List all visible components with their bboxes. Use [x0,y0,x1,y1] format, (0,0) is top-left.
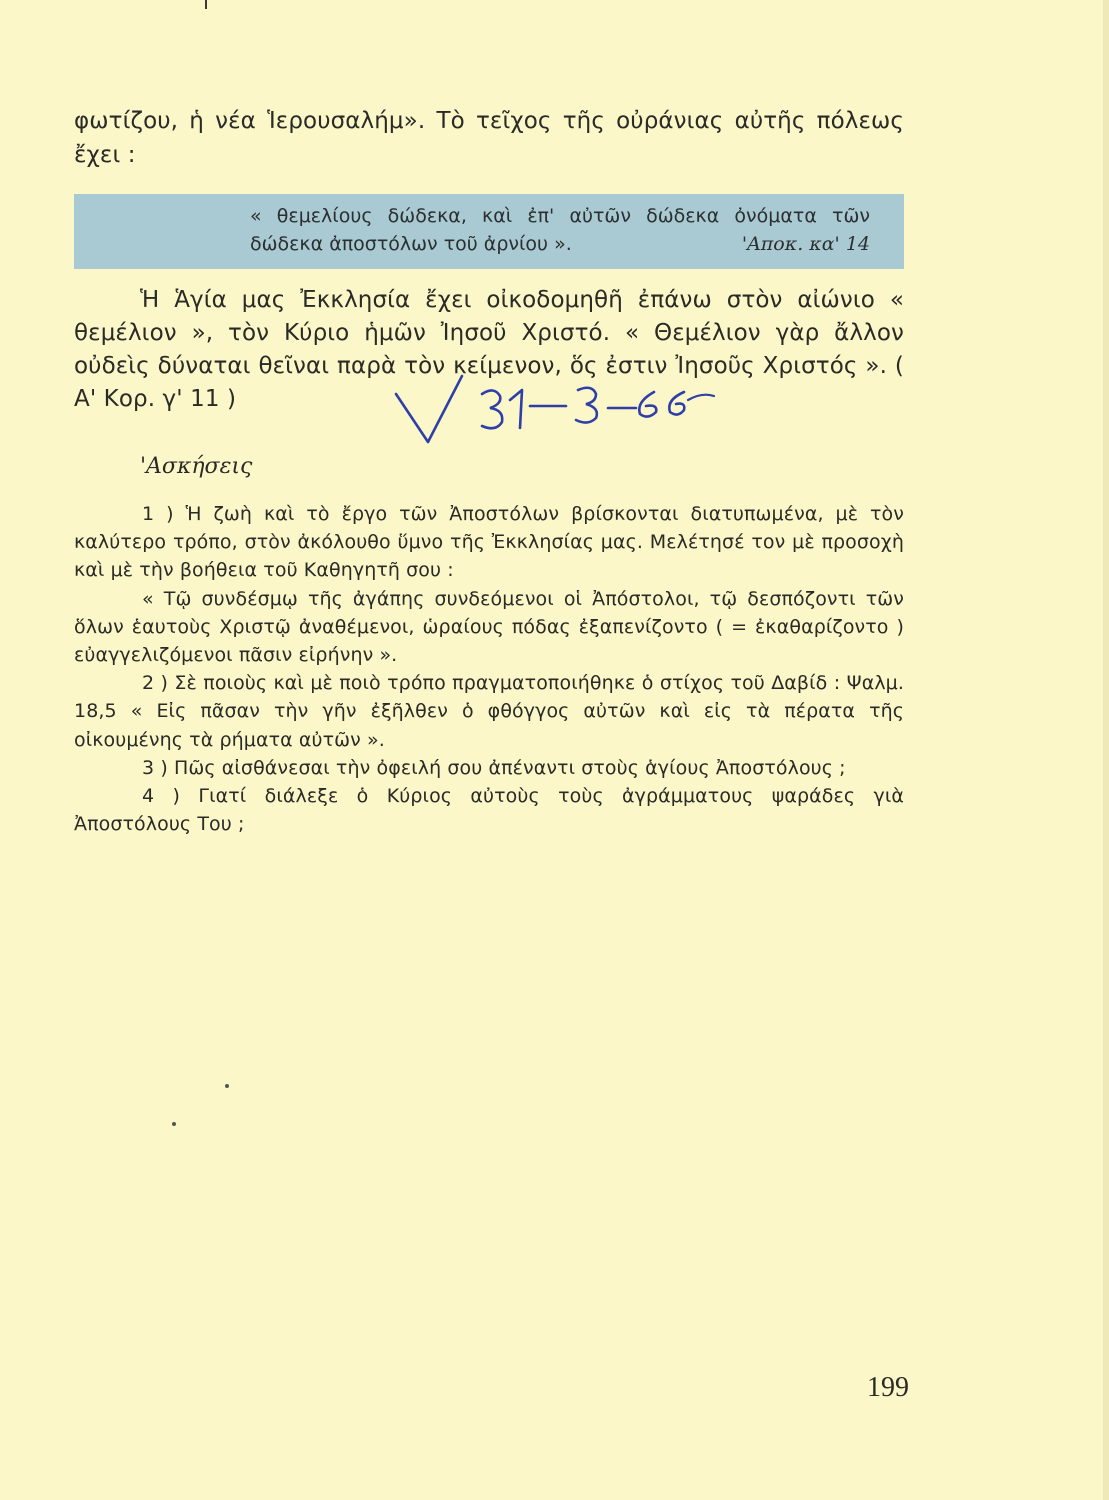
scan-speck [225,1084,229,1088]
quote-line-2: δώδεκα ἀποστόλων τοῦ ἀρνίου ». [250,233,572,255]
exercise-hymn: « Τῷ συνδέσμῳ τῆς ἀγάπης συνδεόμενοι οἱ Ἀπόστολοι, τῷ δεσπόζοντι τῶν ὅλων ἑαυτοὺς Χριστῷ ἀναθέμενοι, ὡραίους πόδας ἐξαπενίζοντο ( = ἐκαθαρίζοντο ) εὐαγγελιζόμενοι πᾶσιν εἰρήνην ». [74,587,904,667]
scan-mark [205,0,216,9]
scripture-quote-box [74,194,904,269]
exercise-item: 1 ) Ἡ ζωὴ καὶ τὸ ἔργο τῶν Ἀποστόλων βρίσκονται διατυπωμένα, μὲ τὸν καλύτερο τρόπο, στὸν ἀκόλουθο ὕμνο τῆς Ἐκκλησίας μας. Μελέτησέ τον μὲ προσοχὴ καὶ μὲ τὴν βοήθεια τοῦ Καθηγητῆ σου : [74,503,904,582]
page-edge [1103,0,1109,1500]
handwritten-annotation [388,372,728,462]
quote-line-1: « θεμελίους δώδεκα, καὶ ἐπ' αὐτῶν δώδεκα ὀνόματα τῶν [250,205,870,227]
church-paragraph-text: Ἡ Ἁγία μας Ἐκκλησία ἔχει οἰκοδομηθῆ ἐπάνω στὸν αἰώνιο « θεμέλιον », τὸν Κύριο ἡμῶν Ἰησοῦ Χριστό. « Θεμέλιον γὰρ ἄλλον οὐδεὶς δύναται θεῖναι παρὰ τὸν κείμενον, ὅς ἐστιν Ἰησοῦς Χριστός ». ( Α' Κορ. γ' 11 ) [74,287,904,412]
exercise-item: 3 ) Πῶς αἰσθάνεσαι τὴν ὀφειλή σου ἀπέναντι στοὺς ἁγίους Ἀποστόλους ; [142,756,846,779]
scripture-quote [250,202,870,258]
scan-speck [172,1122,176,1126]
intro-paragraph [74,104,904,172]
exercise-item: 2 ) Σὲ ποιοὺς καὶ μὲ ποιὸ τρόπο πραγματοποιήθηκε ὁ στίχος τοῦ Δαβίδ : Ψαλμ. 18,5 « Εἰς πᾶσαν τὴν γῆν ἐξῆλθεν ὁ φθόγγος αὐτῶν καὶ εἰς τὰ πέρατα τῆς οἰκουμένης τὰ ρήματα αὐτῶν ». [74,672,904,751]
exercises-list [74,500,904,838]
exercise-item: 4 ) Γιατί διάλεξε ὁ Κύριος αὐτοὺς τοὺς ἀγράμματους ψαράδες γιὰ Ἀποστόλους Του ; [74,785,904,836]
quote-line-2-row [250,230,870,258]
page-number: 199 [867,1372,909,1403]
intro-text: φωτίζου, ἡ νέα Ἱερουσαλήμ». Τὸ τεῖχος τῆς οὐράνιας αὐτῆς πόλεως ἔχει : [74,108,904,168]
quote-reference: 'Αποκ. κα' 14 [741,233,870,255]
exercises-heading: 'Ασκήσεις [140,454,253,479]
